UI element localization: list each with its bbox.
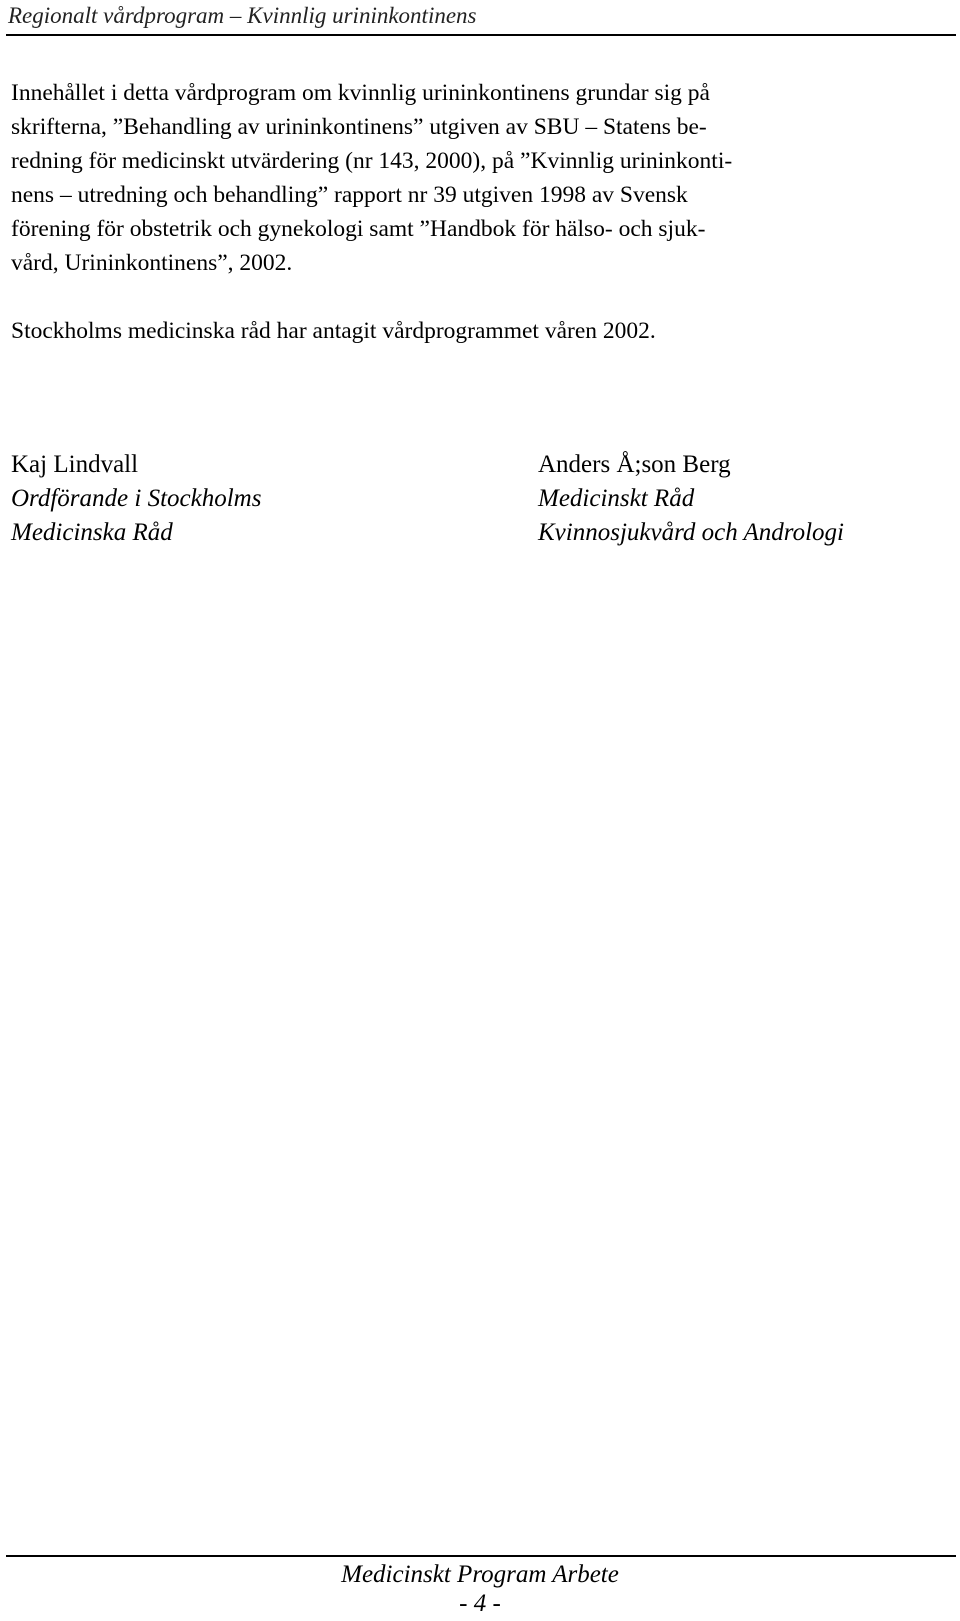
signature-right-title-2: Kvinnosjukvård och Andrologi [538, 519, 844, 546]
footer-program-title: Medicinskt Program Arbete [341, 1561, 619, 1588]
intro-line-4: nens – utredning och behandling” rapport nr 39 utgiven 1998 av Svensk [11, 182, 688, 208]
intro-line-1: Innehållet i detta vårdprogram om kvinnlig urininkontinens grundar sig på [11, 80, 710, 106]
page-number: - 4 - [459, 1590, 501, 1617]
signature-left-title-2: Medicinska Råd [11, 519, 173, 546]
intro-line-3: redning för medicinskt utvärdering (nr 143, 2000), på ”Kvinnlig urininkonti- [11, 148, 733, 174]
adoption-statement: Stockholms medicinska råd har antagit vårdprogrammet våren 2002. [11, 318, 656, 344]
signature-left-title-1: Ordförande i Stockholms [11, 485, 262, 512]
header-divider [6, 34, 956, 36]
signature-left-name: Kaj Lindvall [11, 451, 139, 478]
footer-divider [6, 1555, 956, 1557]
intro-line-5: förening för obstetrik och gynekologi samt ”Handbok för hälso- och sjuk- [11, 216, 706, 242]
intro-line-2: skrifterna, ”Behandling av urininkontinens” utgiven av SBU – Statens be- [11, 114, 707, 140]
running-header: Regionalt vårdprogram – Kvinnlig urininkontinens [8, 3, 477, 28]
signature-right-name: Anders Å;son Berg [538, 451, 731, 478]
signature-right-title-1: Medicinskt Råd [538, 485, 695, 512]
intro-line-6: vård, Urininkontinens”, 2002. [11, 250, 293, 276]
